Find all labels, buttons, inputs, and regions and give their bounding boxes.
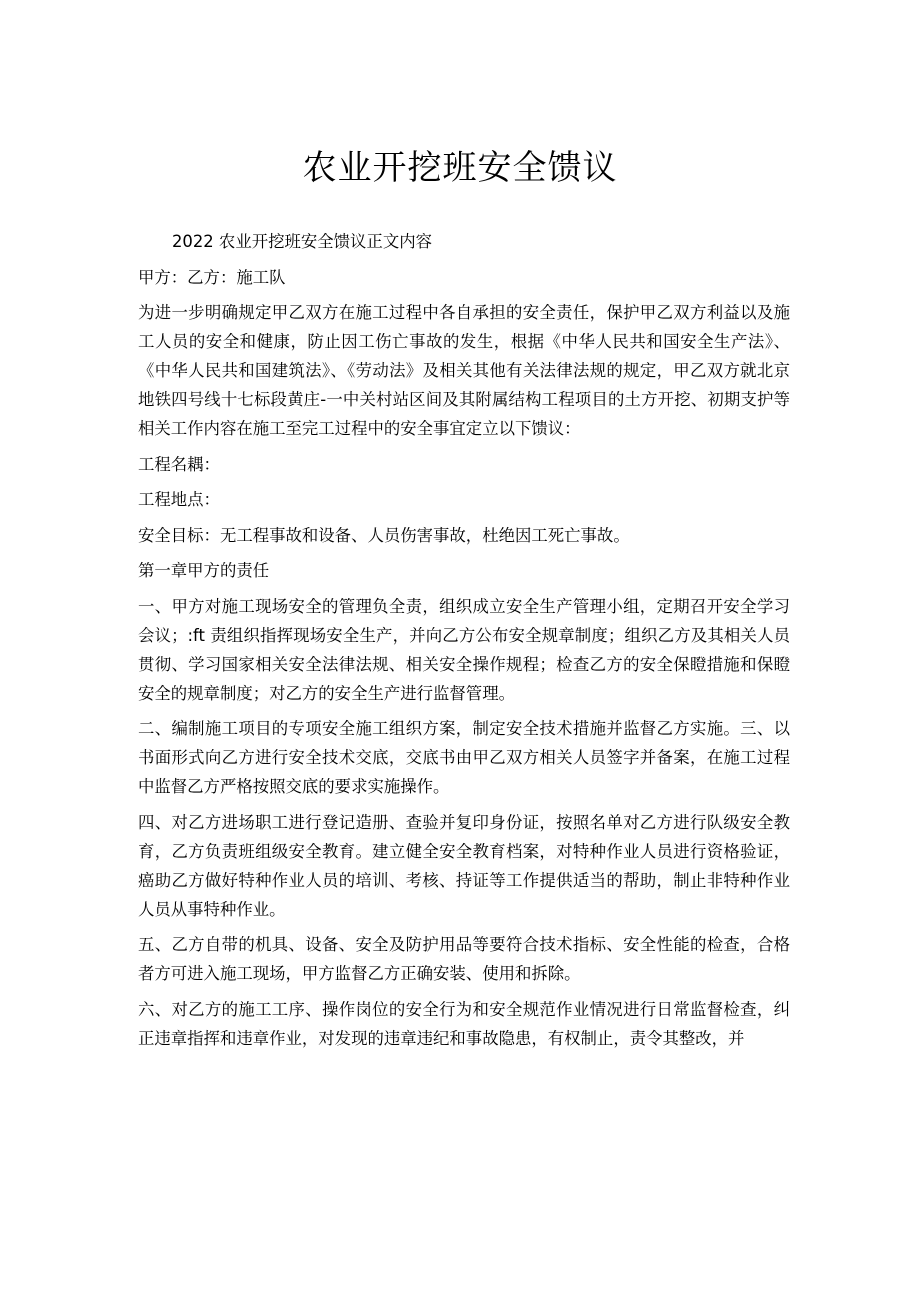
clause-4-paragraph: 四、对乙方进场职工进行登记造册、查验并复印身份证，按照名单对乙方进行队级安全教育，乙方负责班组级安全教育。建立健全安全教育档案，对特种作业人员进行资格验证，癌助乙方做好特种作业人员的培训、考核、持证等工作提供适当的帮助，制止非特种作业人员从事特种作业。: [138, 812, 790, 919]
document-subtitle: 2022 农业开挖班安全馈议正文内容: [172, 232, 433, 251]
parties-line: 甲方：乙方：施工队: [138, 267, 286, 287]
preamble-paragraph: 为进一步明确规定甲乙双方在施工过程中各自承担的安全责任，保护甲乙双方利益以及施工人员的安全和健康，防止因工伤亡事故的发生，根据《中华人民共和国安全生产法》、《中华人民共和国建筑法》、《劳动法》及相关其他有关法律法规的规定，甲乙双方就北京地铁四号线十七标段黄庄-一中关村站区间及其附属结构工程项目的土方开挖、初期支护等相关工作内容在施工至完工过程中的安全事宜定立以下馈议：: [138, 303, 790, 438]
clause-1-paragraph: 一、甲方对施工现场安全的管理负全责，组织成立安全生产管理小组，定期召开安全学习会议；:ft 责组织指挥现场安全生产，并向乙方公布安全规章制度；组织乙方及其相关人员贯彻、学习国家相关安全法律法规、相关安全操作规程；检查乙方的安全保瞪措施和保瞪安全的规章制度；对乙方的安全生产进行监督管理。: [138, 596, 790, 703]
project-name-field: 工程名耦：: [138, 454, 220, 474]
project-location-field: 工程地点：: [138, 490, 220, 509]
document-title: 农业开挖班安全馈议: [302, 148, 618, 188]
clause-2-3-paragraph: 二、编制施工项目的专项安全施工组织方案，制定安全技术措施并监督乙方实施。三、以书面形式向乙方进行安全技术交底，交底书由甲乙双方相关人员签字并备案，在施工过程中监督乙方严格按照交底的要求实施操作。: [138, 719, 790, 796]
clause-6-paragraph: 六、对乙方的施工工序、操作岗位的安全行为和安全规范作业情况进行日常监督检查，纠正违章指挥和违章作业，对发现的违章违纪和事故隐患，有权制止，责令其整改，并: [138, 999, 790, 1048]
clause-5-paragraph: 五、乙方自带的机具、设备、安全及防护用品等要符合技术指标、安全性能的检查，合格者方可进入施工现场，甲方监督乙方正确安装、使用和拆除。: [138, 935, 790, 983]
chapter-heading: 第一章甲方的责任: [138, 561, 270, 580]
document-body: [138, 227, 790, 1053]
safety-goal-line: 安全目标：无工程事故和设备、人员伤害事故，杜绝因工死亡事故。: [138, 525, 630, 545]
